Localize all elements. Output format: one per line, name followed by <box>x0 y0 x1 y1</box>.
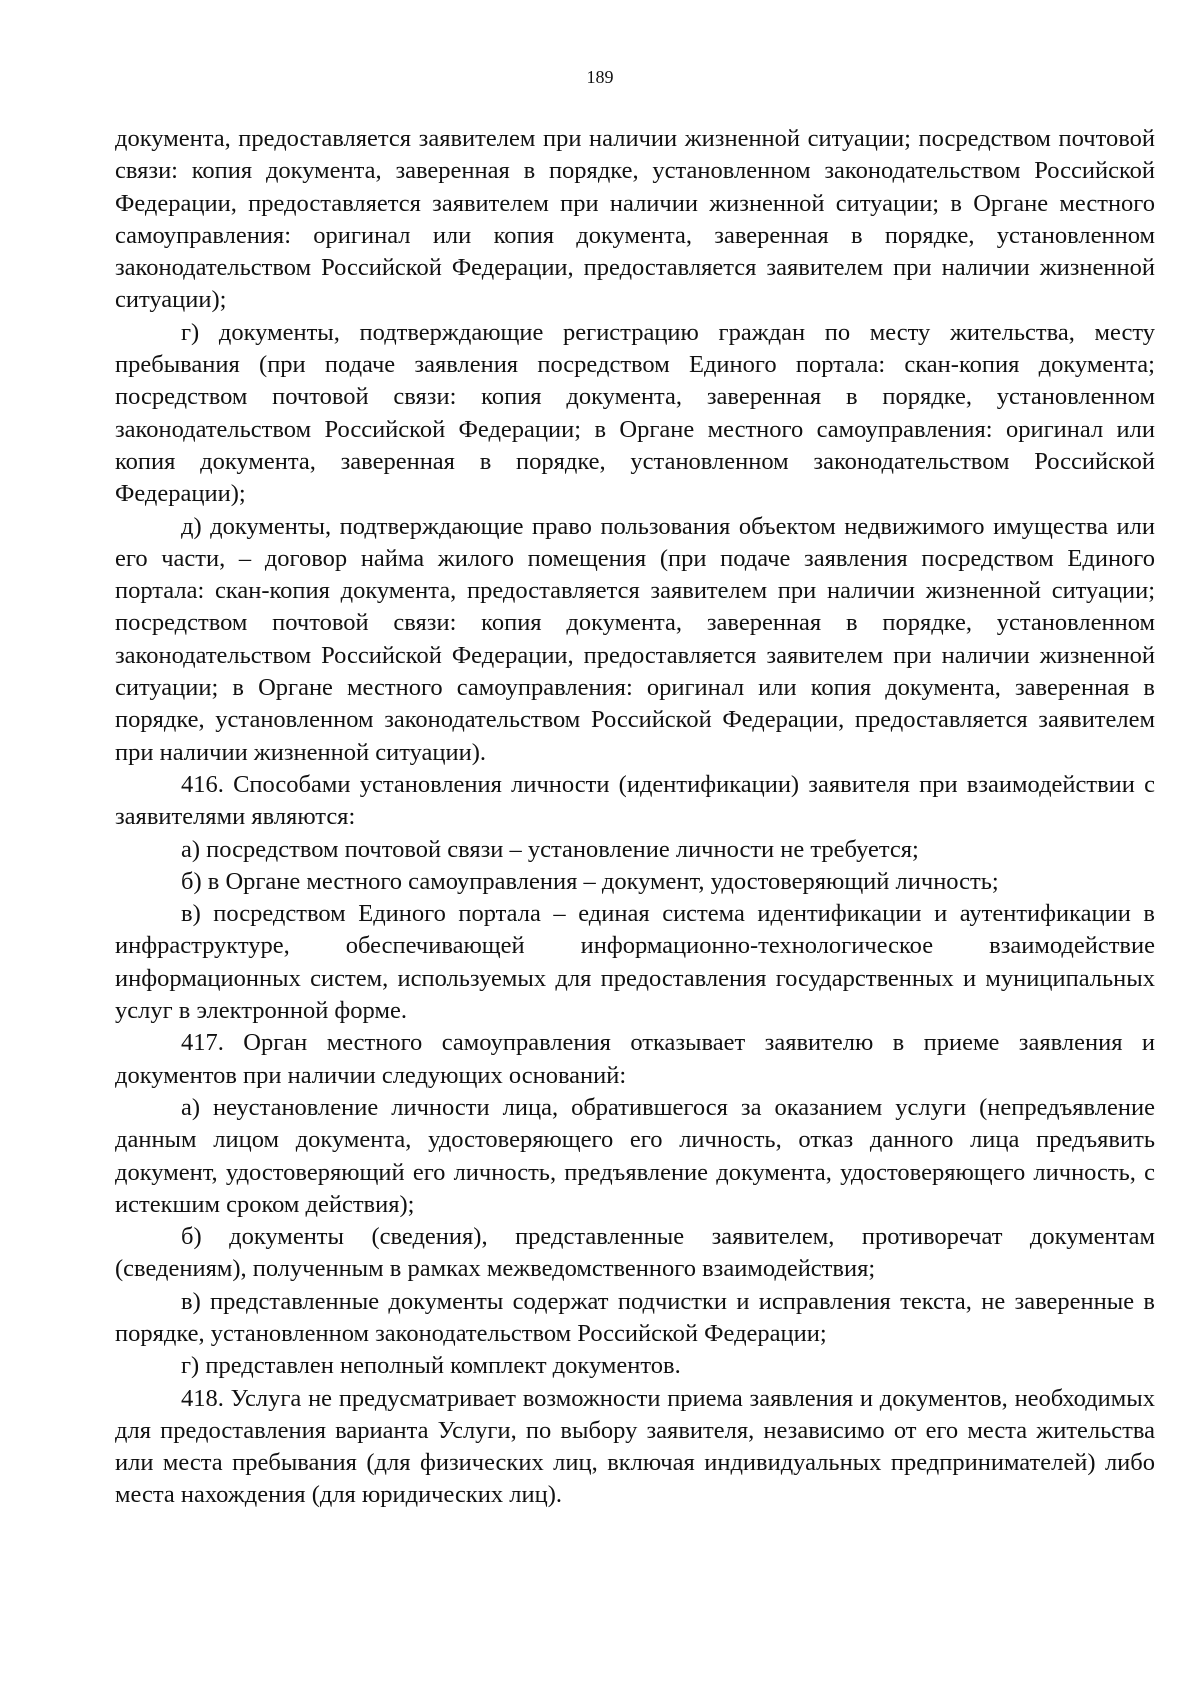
paragraph-416: 416. Способами установления личности (идентификации) заявителя при взаимодействии с заявителями являются: <box>115 770 1155 831</box>
page-number: 189 <box>586 67 614 87</box>
paragraph-416-a: а) посредством почтовой связи – установление личности не требуется; <box>181 835 919 863</box>
paragraph-416-v: в) посредством Единого портала – единая система идентификации и аутентификации в инфраструктуре, обеспечивающей информационно-технологическое взаимодействие информационных систем, используемых для предоставления государственных и муниципальных услуг в электронной форме. <box>115 900 1155 1025</box>
document-body <box>115 123 1155 1512</box>
paragraph-417-g: г) представлен неполный комплект документов. <box>181 1352 681 1380</box>
paragraph-item-d: д) документы, подтверждающие право пользования объектом недвижимого имущества или его части, – договор найма жилого помещения (при подаче заявления посредством Единого портала: скан-копия документа, предоставляется заявителем при наличии жизненной ситуации; посредством почтовой связи: копия документа, заверенная в порядке, установленном законодательством Российской Федерации, предоставляется заявителем при наличии жизненной ситуации; в Органе местного самоуправления: оригинал или копия документа, заверенная в порядке, установленном законодательством Российской Федерации, предоставляется заявителем при наличии жизненной ситуации). <box>115 512 1155 766</box>
paragraph-417-a: а) неустановление личности лица, обратившегося за оказанием услуги (непредъявление данным лицом документа, удостоверяющего его личность, отказ данного лица предъявить документ, удостоверяющий его личность, предъявление документа, удостоверяющего личность, с истекшим сроком действия); <box>115 1093 1155 1218</box>
paragraph-continuation: документа, предоставляется заявителем при наличии жизненной ситуации; посредством почтовой связи: копия документа, заверенная в порядке, установленном законодательством Российской Федерации, предоставляется заявителем при наличии жизненной ситуации; в Органе местного самоуправления: оригинал или копия документа, заверенная в порядке, установленном законодательством Российской Федерации, предоставляется заявителем при наличии жизненной ситуации); <box>115 125 1155 314</box>
paragraph-418: 418. Услуга не предусматривает возможности приема заявления и документов, необходимых для предоставления варианта Услуги, по выбору заявителя, независимо от его места жительства или места пребывания (для физических лиц, включая индивидуальных предпринимателей) либо места нахождения (для юридических лиц). <box>115 1384 1155 1509</box>
paragraph-417-b: б) документы (сведения), представленные заявителем, противоречат документам (сведениям), полученным в рамках межведомственного взаимодействия; <box>115 1223 1155 1283</box>
paragraph-item-g: г) документы, подтверждающие регистрацию граждан по месту жительства, месту пребывания (при подаче заявления посредством Единого портала: скан-копия документа; посредством почтовой связи: копия документа, заверенная в порядке, установленном законодательством Российской Федерации; в Органе местного самоуправления: оригинал или копия документа, заверенная в порядке, установленном законодательством Российской Федерации); <box>115 318 1155 508</box>
paragraph-417: 417. Орган местного самоуправления отказывает заявителю в приеме заявления и документов при наличии следующих оснований: <box>115 1029 1155 1089</box>
paragraph-417-v: в) представленные документы содержат подчистки и исправления текста, не заверенные в порядке, установленном законодательством Российской Федерации; <box>115 1287 1155 1347</box>
paragraph-416-b: б) в Органе местного самоуправления – документ, удостоверяющий личность; <box>181 867 999 895</box>
